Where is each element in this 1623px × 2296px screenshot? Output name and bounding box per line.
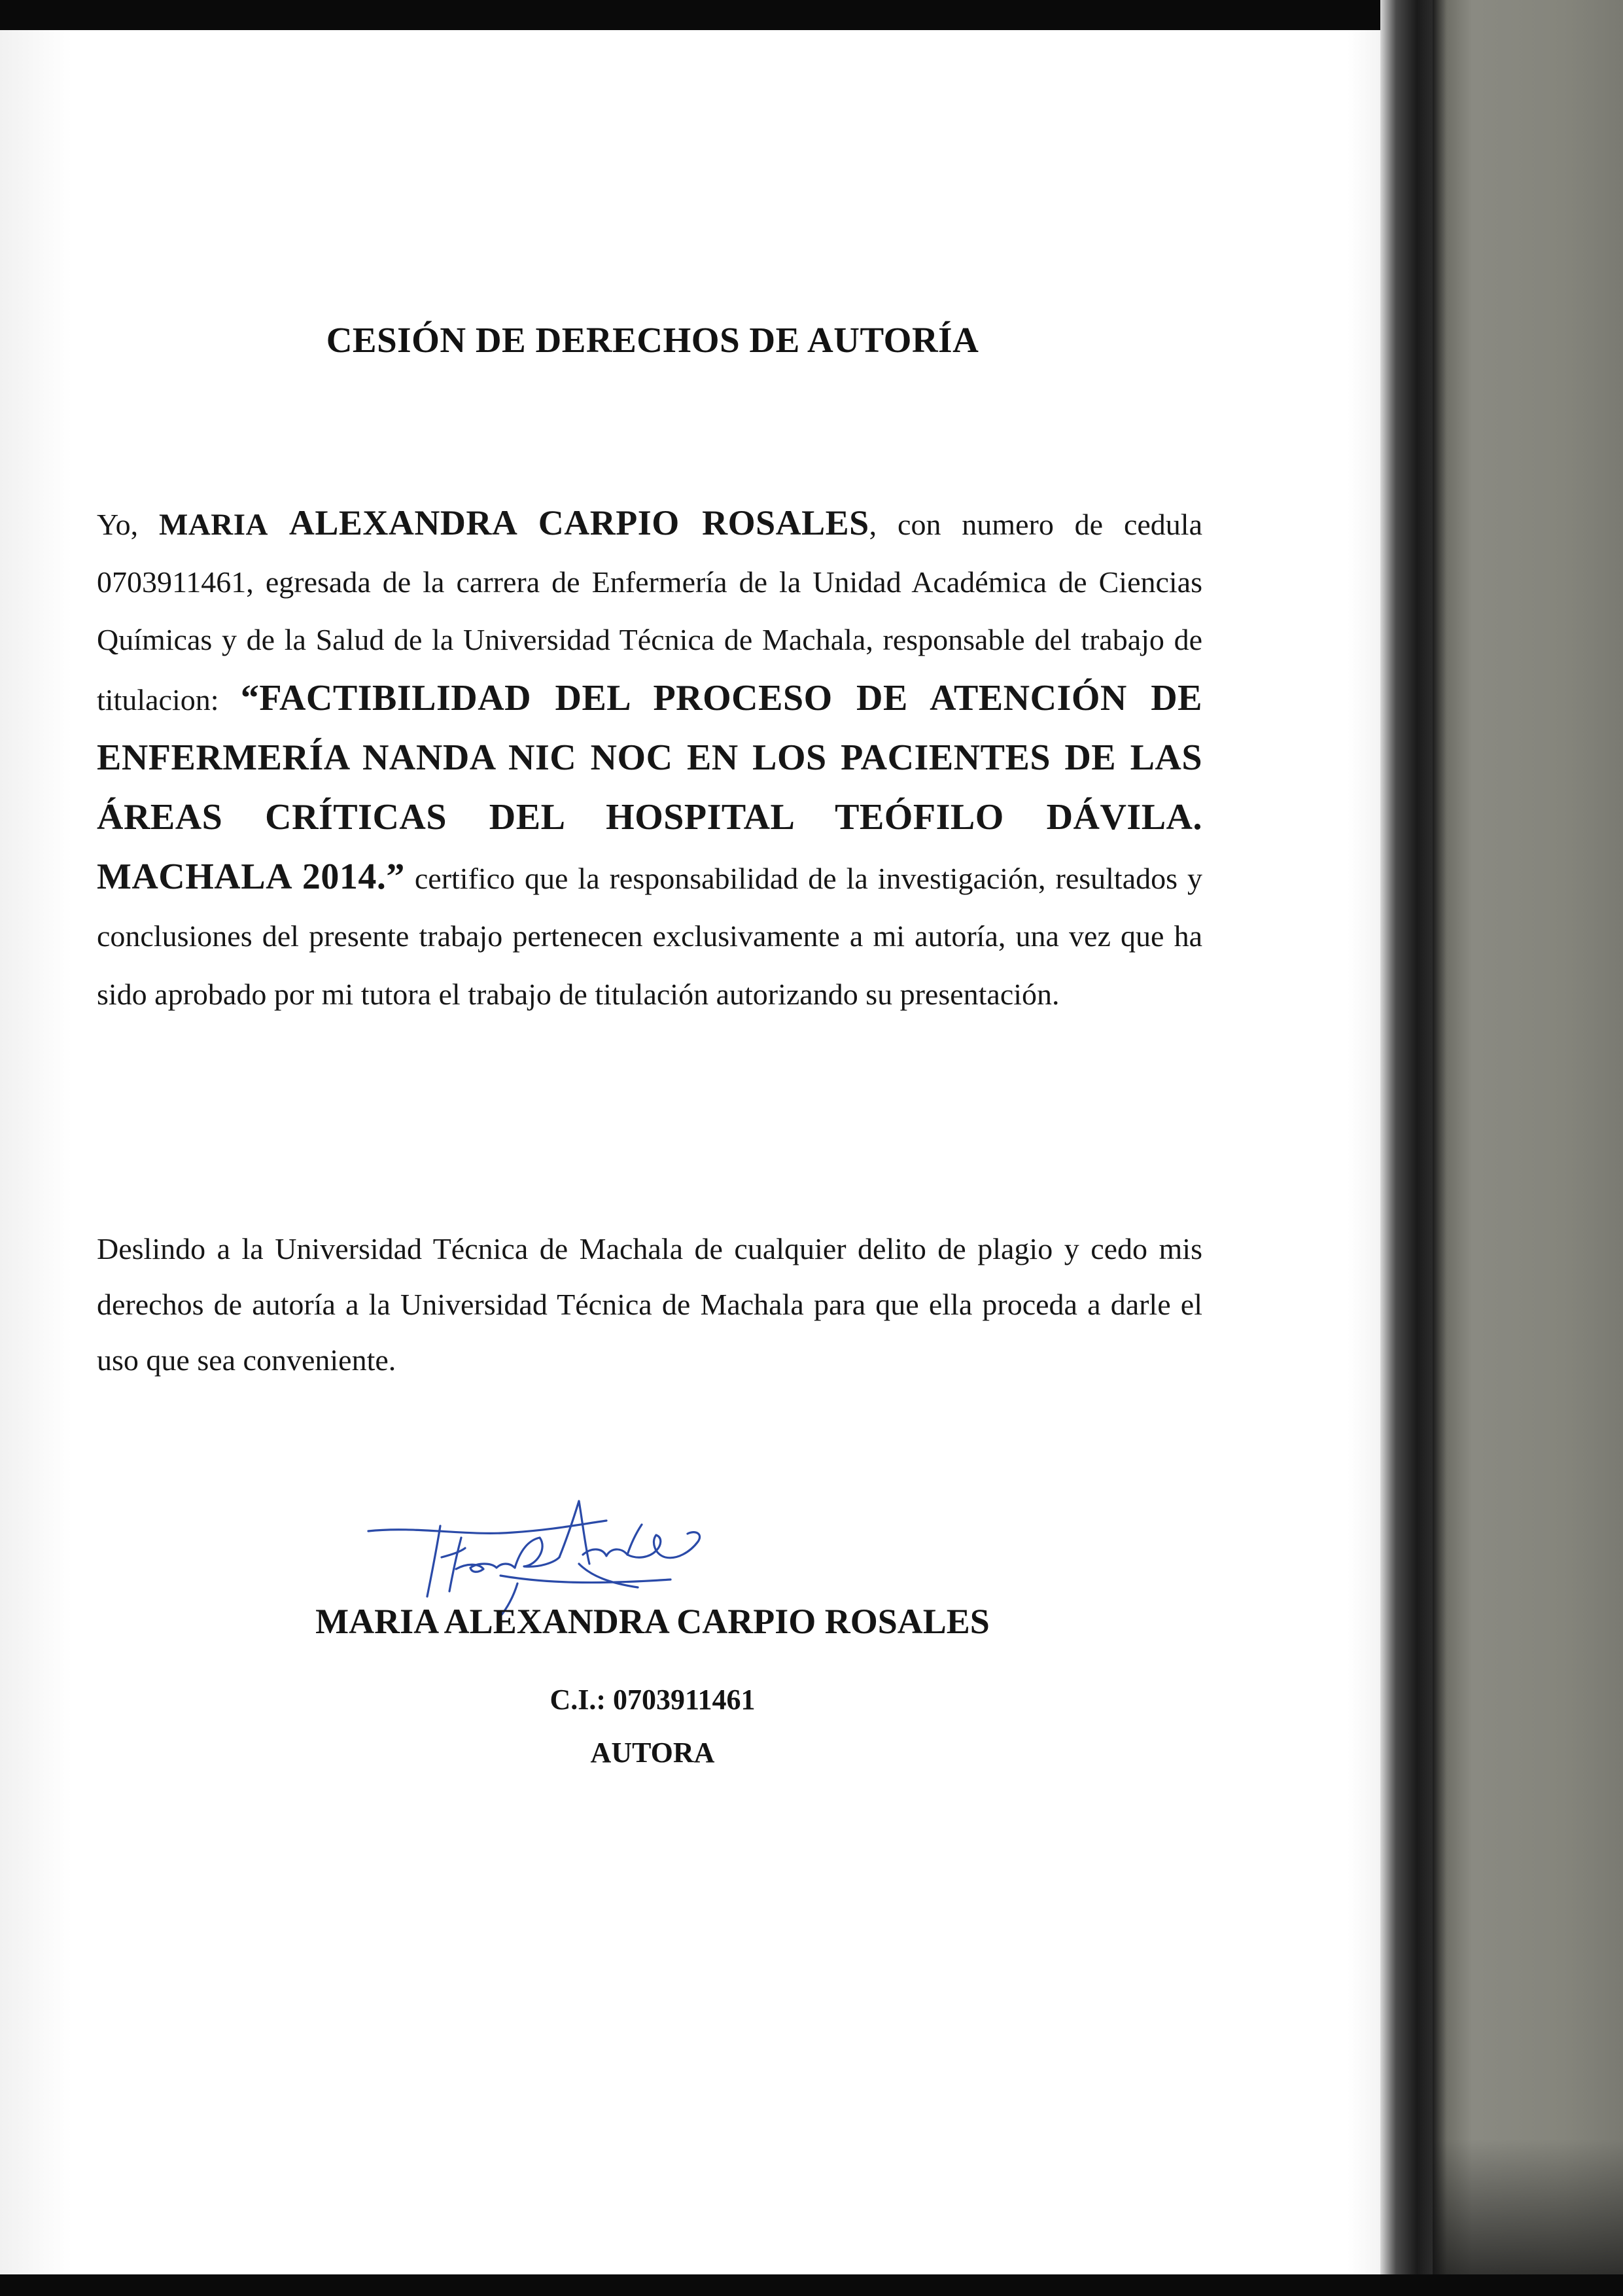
document-title: CESIÓN DE DERECHOS DE AUTORÍA (326, 320, 979, 360)
scan-top-border (0, 0, 1623, 30)
thesis-title: “FACTIBILIDAD DEL PROCESO DE ATENCIÓN DE ENFERMERÍA NANDA NIC NOC EN LOS PACIENTES DE LAS ÁREAS CRÍTICAS DEL HOSPITAL TEÓFILO DÁVILA. MACHALA 2014.” (97, 677, 1203, 898)
adjacent-page-edge (1433, 0, 1623, 2296)
signer-role: AUTORA (590, 1737, 715, 1769)
author-first-name: MARIA (158, 508, 268, 542)
declaration-paragraph (97, 494, 1202, 1023)
waiver-paragraph: Deslindo a la Universidad Técnica de Machala de cualquier delito de plagio y cedo mis derechos de autoría a la Universidad Técnica de Machala para que ella proceda a darle el uso que sea conveniente. (97, 1232, 1202, 1377)
signer-name: MARIA ALEXANDRA CARPIO ROSALES (315, 1602, 990, 1641)
declaration-text: , con numero de cedula 0703911461, egresada de la carrera de Enfermería de la Unidad Académica de Ciencias Químicas y de la Salud de la Universidad Técnica de Machala, responsable del trabajo de titulacion: (97, 508, 1202, 716)
paper-sheet (0, 30, 1380, 2274)
author-remaining-name: ALEXANDRA CARPIO ROSALES (288, 503, 869, 542)
signer-id-number: C.I.: 0703911461 (550, 1684, 756, 1716)
scan-bottom-border (0, 2274, 1623, 2296)
certification-text: certifico que la responsabilidad de la investigación, resultados y conclusiones del presente trabajo pertenecen exclusivamente a mi autoría, una vez que ha sido aprobado por mi tutora el trabajo de titulación autorizando su presentación. (97, 862, 1202, 1011)
intro-text: Yo, (97, 508, 159, 541)
book-spine-shadow (1380, 0, 1433, 2296)
